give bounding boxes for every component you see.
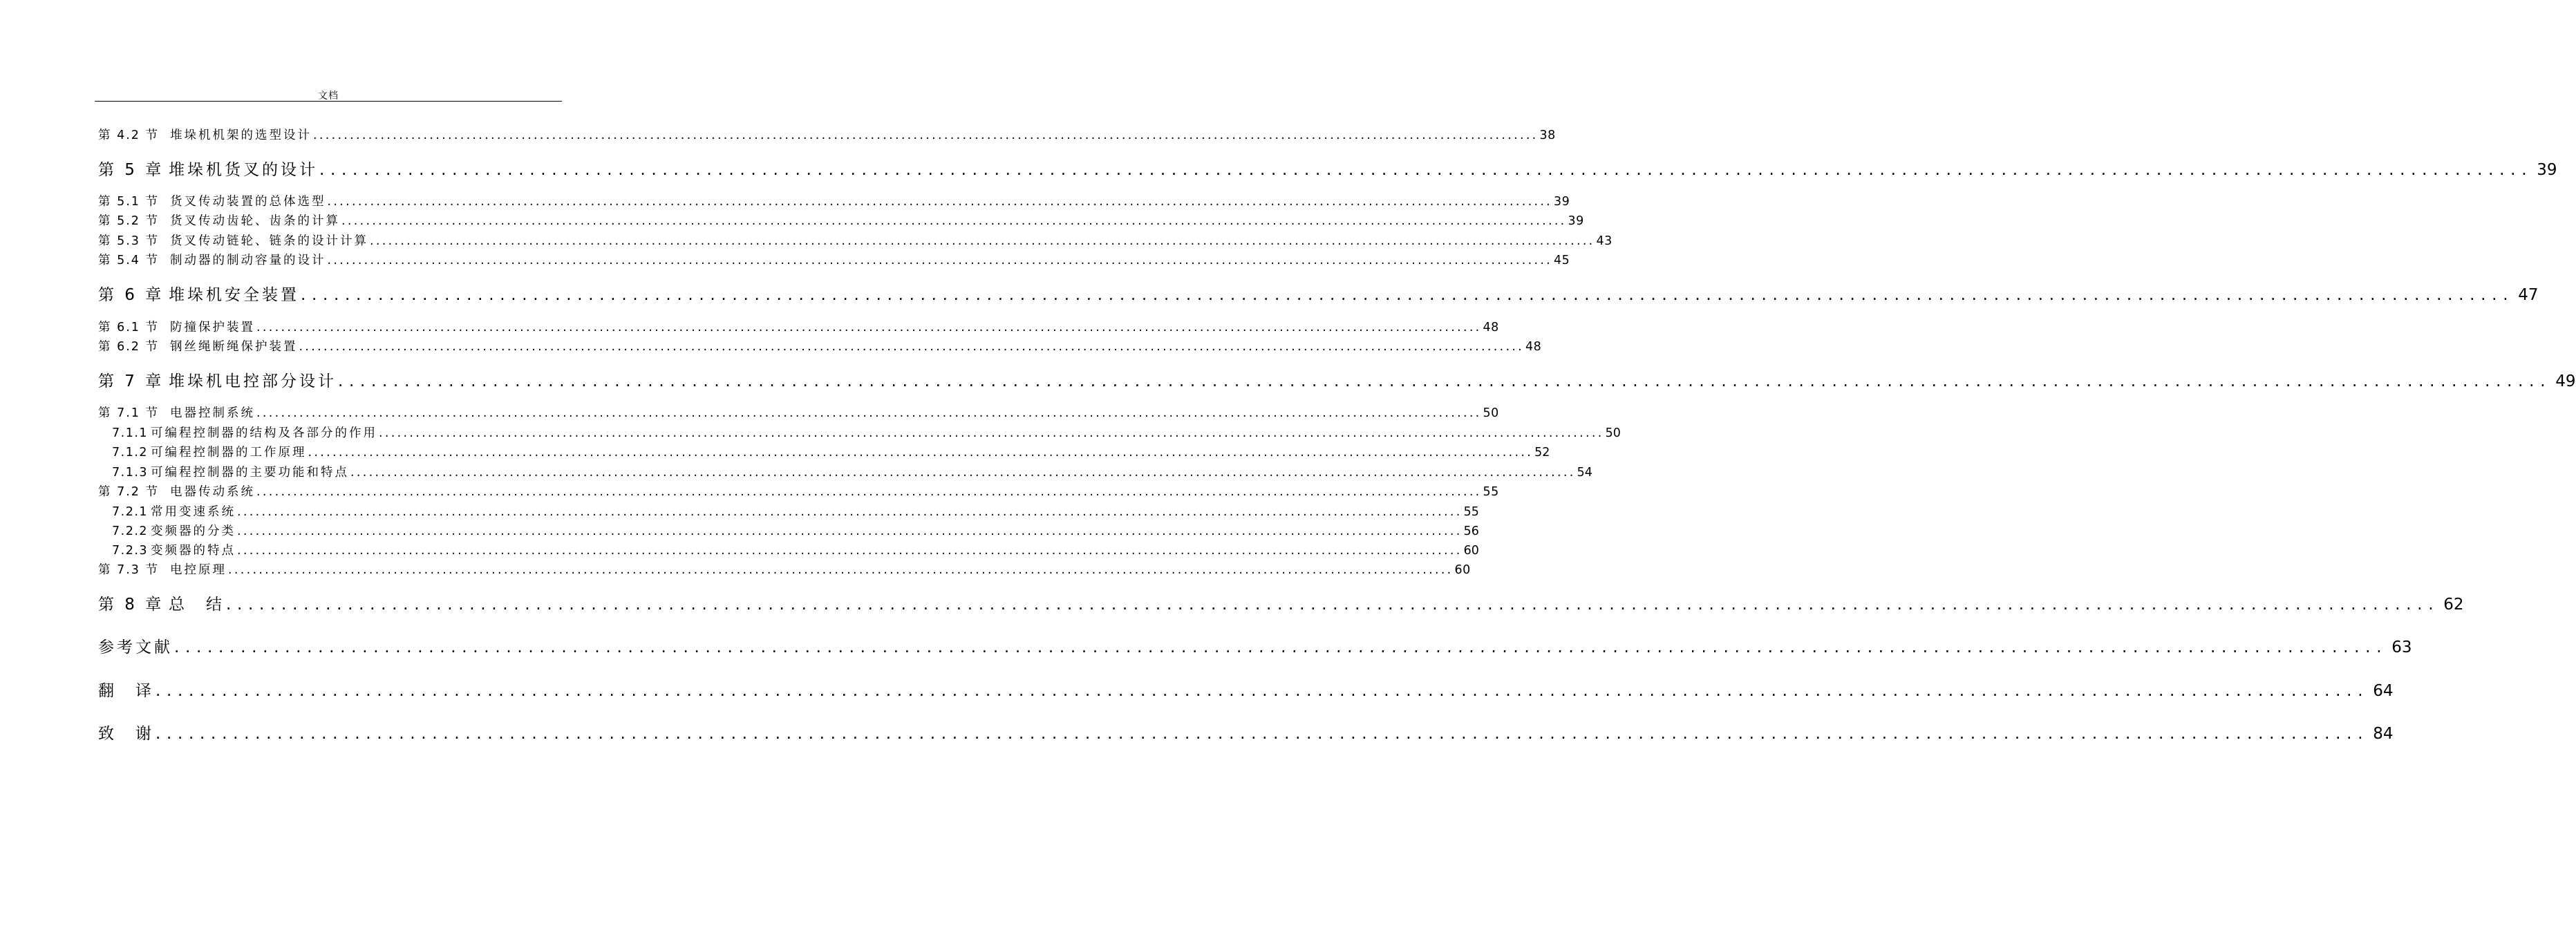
toc-entry-title: 可编程控制器的主要功能和特点 bbox=[151, 466, 350, 480]
toc-entry-title: 堆垛机货叉的设计 bbox=[169, 161, 318, 179]
toc-entry-number: 第 5.1 节 bbox=[98, 195, 159, 209]
toc-entry-title: 变频器的特点 bbox=[151, 544, 236, 558]
toc-entry-number: 第 8 章 bbox=[98, 596, 164, 614]
toc-leader-dots: ........................................................................................................................................................................................................ bbox=[341, 214, 1567, 228]
toc-entry-number: 7.2.1 bbox=[112, 505, 149, 519]
toc-leader-dots: ........................................................................................................................................................................................................ bbox=[174, 638, 2388, 656]
toc-leader-dots: ........................................................................................................................................................................................................ bbox=[301, 286, 2514, 304]
toc-entry-title: 堆垛机机架的选型设计 bbox=[170, 129, 312, 142]
toc-entry[interactable] bbox=[112, 502, 1479, 520]
toc-entry-page: 64 bbox=[2373, 682, 2394, 700]
toc-leader-dots: ........................................................................................................................................................................................................ bbox=[237, 524, 1463, 538]
toc-entry-page: 39 bbox=[1568, 214, 1584, 228]
toc-entry-title: 制动器的制动容量的设计 bbox=[170, 254, 326, 267]
toc-entry-page: 47 bbox=[2518, 286, 2539, 304]
toc-entry-number: 第 6.2 节 bbox=[98, 340, 159, 354]
toc-entry-title: 防撞保护装置 bbox=[170, 321, 255, 334]
toc-leader-dots: ........................................................................................................................................................................................................ bbox=[156, 682, 2369, 700]
toc-leader-dots: ........................................................................................................................................................................................................ bbox=[256, 321, 1482, 334]
toc-entry-page: 48 bbox=[1525, 340, 1542, 354]
page-header: 文档 bbox=[318, 91, 339, 102]
toc-entry-page: 48 bbox=[1483, 321, 1499, 334]
toc-entry-page: 55 bbox=[1463, 505, 1479, 519]
toc-entry[interactable] bbox=[98, 318, 1499, 335]
toc-entry-number: 第 7.2 节 bbox=[98, 485, 159, 499]
toc-entry-page: 39 bbox=[1554, 195, 1570, 209]
toc-entry[interactable] bbox=[98, 337, 1542, 354]
toc-entry[interactable] bbox=[98, 634, 2412, 657]
toc-entry-page: 54 bbox=[1577, 466, 1592, 480]
toc-entry[interactable] bbox=[98, 368, 2576, 391]
toc-entry[interactable] bbox=[98, 157, 2557, 180]
toc-leader-dots: ........................................................................................................................................................................................................ bbox=[327, 195, 1553, 209]
toc-entry-title: 电控原理 bbox=[170, 563, 227, 577]
toc-entry[interactable] bbox=[98, 591, 2464, 614]
toc-entry-title: 常用变速系统 bbox=[151, 505, 236, 519]
toc-entry-number: 7.1.1 bbox=[112, 426, 149, 440]
toc-entry-title: 电器传动系统 bbox=[170, 485, 255, 499]
toc-leader-dots: ........................................................................................................................................................................................................ bbox=[299, 340, 1525, 354]
toc-entry-page: 39 bbox=[2537, 161, 2557, 179]
toc-leader-dots: ........................................................................................................................................................................................................ bbox=[256, 485, 1482, 499]
toc-entry[interactable] bbox=[98, 482, 1499, 500]
toc-entry-title: 钢丝绳断绳保护装置 bbox=[170, 340, 298, 354]
toc-entry-number: 第 7.1 节 bbox=[98, 406, 159, 420]
header-divider bbox=[95, 101, 562, 102]
toc-entry-title: 电器控制系统 bbox=[170, 406, 255, 420]
toc-leader-dots: ........................................................................................................................................................................................................ bbox=[338, 372, 2552, 390]
toc-entry[interactable] bbox=[98, 251, 1570, 268]
toc-entry-title: 堆垛机电控部分设计 bbox=[169, 372, 337, 390]
toc-entry-page: 56 bbox=[1463, 524, 1479, 538]
toc-entry[interactable] bbox=[98, 404, 1499, 421]
toc-entry-page: 43 bbox=[1596, 234, 1613, 248]
toc-entry-page: 50 bbox=[1483, 406, 1499, 420]
toc-entry-number: 第 4.2 节 bbox=[98, 129, 159, 142]
toc-entry[interactable] bbox=[112, 463, 1592, 480]
toc-leader-dots: ........................................................................................................................................................................................................ bbox=[319, 161, 2533, 179]
toc-leader-dots: ........................................................................................................................................................................................................ bbox=[370, 234, 1595, 248]
toc-entry-page: 52 bbox=[1534, 446, 1550, 460]
toc-entry[interactable] bbox=[98, 282, 2539, 305]
toc-entry-title: 货叉传动装置的总体选型 bbox=[170, 195, 326, 209]
toc-entry-number: 第 7 章 bbox=[98, 372, 164, 390]
toc-leader-dots: ........................................................................................................................................................................................................ bbox=[327, 254, 1553, 267]
toc-entry[interactable] bbox=[112, 522, 1479, 539]
toc-entry-number: 7.1.3 bbox=[112, 466, 149, 480]
toc-entry-page: 50 bbox=[1605, 426, 1621, 440]
toc-leader-dots: ........................................................................................................................................................................................................ bbox=[237, 544, 1463, 558]
toc-entry[interactable] bbox=[98, 231, 1613, 249]
toc-entry-title: 货叉传动齿轮、齿条的计算 bbox=[170, 214, 340, 228]
toc-entry-page: 49 bbox=[2555, 372, 2576, 390]
toc-leader-dots: ........................................................................................................................................................................................................ bbox=[350, 466, 1576, 480]
toc-leader-dots: ........................................................................................................................................................................................................ bbox=[156, 725, 2369, 743]
toc-entry-number: 第 5.2 节 bbox=[98, 214, 159, 228]
toc-entry-page: 63 bbox=[2391, 638, 2412, 656]
toc-entry-title: 堆垛机安全装置 bbox=[169, 286, 299, 304]
toc-entry-number: 7.1.2 bbox=[112, 446, 149, 460]
toc-entry-title: 参考文献 bbox=[98, 638, 173, 656]
toc-entry[interactable] bbox=[98, 126, 1556, 143]
toc-entry-title: 可编程控制器的工作原理 bbox=[151, 446, 307, 460]
toc-entry-title: 变频器的分类 bbox=[151, 524, 236, 538]
toc-leader-dots: ........................................................................................................................................................................................................ bbox=[228, 563, 1454, 577]
toc-entry-page: 62 bbox=[2443, 596, 2464, 614]
toc-leader-dots: ........................................................................................................................................................................................................ bbox=[256, 406, 1482, 420]
toc-entry-number: 第 5.4 节 bbox=[98, 254, 159, 267]
toc-leader-dots: ........................................................................................................................................................................................................ bbox=[308, 446, 1534, 460]
toc-entry-number: 第 7.3 节 bbox=[98, 563, 159, 577]
toc-entry[interactable] bbox=[98, 192, 1570, 209]
toc-entry-title: 货叉传动链轮、链条的设计计算 bbox=[170, 234, 368, 248]
toc-entry[interactable] bbox=[98, 560, 1471, 578]
toc-entry[interactable] bbox=[98, 211, 1584, 229]
toc-entry[interactable] bbox=[98, 721, 2394, 744]
toc-entry-number: 第 6 章 bbox=[98, 286, 164, 304]
toc-entry-page: 38 bbox=[1539, 129, 1556, 142]
toc-entry-number: 第 5 章 bbox=[98, 161, 164, 179]
toc-entry-number: 第 6.1 节 bbox=[98, 321, 159, 334]
toc-entry-title: 总 结 bbox=[169, 596, 225, 614]
toc-leader-dots: ........................................................................................................................................................................................................ bbox=[237, 505, 1463, 519]
toc-entry[interactable] bbox=[98, 678, 2394, 701]
toc-entry-page: 60 bbox=[1454, 563, 1471, 577]
toc-entry-number: 7.2.3 bbox=[112, 544, 149, 558]
toc-entry-page: 45 bbox=[1554, 254, 1570, 267]
toc-entry[interactable] bbox=[112, 541, 1479, 558]
toc-leader-dots: ........................................................................................................................................................................................................ bbox=[313, 129, 1539, 142]
toc-entry-page: 60 bbox=[1463, 544, 1479, 558]
toc-entry-number: 第 5.3 节 bbox=[98, 234, 159, 248]
toc-leader-dots: ........................................................................................................................................................................................................ bbox=[379, 426, 1604, 440]
toc-entry[interactable] bbox=[112, 443, 1550, 460]
toc-entry-title: 翻 译 bbox=[98, 682, 154, 700]
toc-entry-number: 7.2.2 bbox=[112, 524, 149, 538]
toc-entry-page: 84 bbox=[2373, 725, 2394, 743]
toc-entry-title: 可编程控制器的结构及各部分的作用 bbox=[151, 426, 378, 440]
toc-leader-dots: ........................................................................................................................................................................................................ bbox=[226, 596, 2440, 614]
toc-entry-title: 致 谢 bbox=[98, 725, 154, 743]
toc-entry[interactable] bbox=[112, 424, 1621, 441]
toc-entry-page: 55 bbox=[1483, 485, 1499, 499]
